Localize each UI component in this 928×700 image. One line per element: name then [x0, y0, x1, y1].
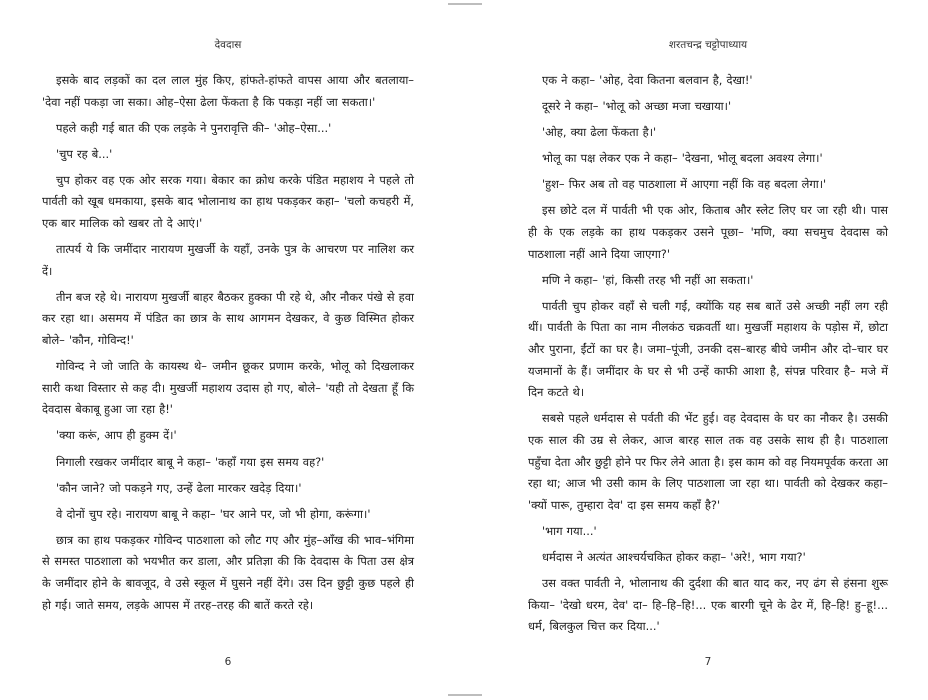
paragraph: उस वक्त पार्वती ने, भोलानाथ की दुर्दशा की बात याद कर, नए ढंग से हंसना शुरू किया– 'देखो धरम, देव' दा– हि–हि–हि!... एक बारगी चूने के ढेर में, हि–हि! हु–हू!... धर्म, बिलकुल चित्त कर दिया...': [528, 575, 888, 634]
left-body-text: [42, 70, 414, 621]
paragraph: तात्पर्य ये कि जमींदार नारायण मुखर्जी के यहाँ, उनके पुत्र के आचरण पर नालिश कर दें।: [42, 242, 414, 278]
right-body-text: [528, 70, 888, 642]
paragraph: सबसे पहले धर्मदास से पर्वती की भेंट हुई। वह देवदास के घर का नौकर है। उसकी एक साल की उम्र से लेकर, आज बारह साल तक वह उसके साथ ही है। पाठशाला पहुँचा देता और छुट्टी होने पर फिर लेने आता है। इस काम को वह नियमपूर्वक करता आ रहा था; आज भी उसी काम के लिए पाठशाला जा रहा था। पार्वती को देखकर कहा– 'क्यों पारू, तुम्हारा देव' दा इस समय कहाँ है?': [528, 411, 888, 512]
paragraph: गोविन्द ने जो जाति के कायस्थ थे– जमीन छूकर प्रणाम करके, भोलू को दिखलाकर सारी कथा विस्तार से कह दी। मुखर्जी महाशय उदास हो गए, बोले– 'यही तो देखता हूँ कि देवदास बेकाबू हुआ जा रहा है!': [42, 359, 414, 417]
paragraph: तीन बज रहे थे। नारायण मुखर्जी बाहर बैठकर हुक्का पी रहे थे, और नौकर पंखे से हवा कर रहा था। असमय में पंडित का छात्र के साथ आगमन देखकर, वे कुछ विस्मित होकर बोले– 'कौन, गोविन्द!': [42, 289, 414, 348]
paragraph: इसके बाद लड़कों का दल लाल मुंह किए, हांफते-हांफते वापस आया और बतलाया– 'देवा नहीं पकड़ा जा सका। ओह–ऐसा ढेला फेंकता है कि पकड़ा नहीं जा सकता।': [42, 73, 414, 109]
paragraph: पहले कही गई बात की एक लड़के ने पुनरावृत्ति की– 'ओह–ऐसा...': [56, 120, 332, 135]
bottom-divider: [448, 694, 482, 696]
paragraph: पार्वती चुप होकर वहाँ से चली गई, क्योंकि यह सब बातें उसे अच्छी नहीं लग रही थीं। पार्वती के पिता का नाम नीलकंठ चक्रवर्ती था। मुखर्जी महाशय के पड़ोस में, छोटा और पुराना, ईंटों का घर है। जमा–पूंजी, उनकी दस–बारह बीघे जमीन और दो–चार घर यजमानों के हैं। जमींदार के घर से भी उन्हें काफी आशा है, संपन्न परिवार है– मजे में दिन कटते थे।: [528, 298, 888, 400]
paragraph: मणि ने कहा– 'हां, किसी तरह भी नहीं आ सकता।': [542, 272, 754, 287]
page-number-right: 7: [704, 656, 712, 668]
paragraph: निगाली रखकर जमींदार बाबू ने कहा– 'कहाँ गया इस समय वह?': [56, 454, 325, 469]
paragraph: 'भाग गया...': [542, 523, 597, 538]
paragraph: 'हुश– फिर अब तो वह पाठशाला में आएगा नहीं कि वह बदला लेगा।': [542, 177, 827, 192]
paragraph: धर्मदास ने अत्यंत आश्चर्यचकित होकर कहा– 'अरे!, भाग गया?': [542, 549, 806, 564]
paragraph: एक ने कहा– 'ओह, देवा कितना बलवान है, देखा!': [542, 73, 753, 87]
page-number-left: 6: [224, 656, 232, 668]
running-head-right: शरतचन्द्र चट्टोपाध्याय: [668, 39, 748, 51]
paragraph: 'क्या करूं, आप ही हुक्म दें।': [56, 428, 177, 443]
paragraph: 'चुप रह बे...': [56, 146, 113, 161]
paragraph: दूसरे ने कहा– 'भोलू को अच्छा मजा चखाया।': [542, 99, 732, 114]
paragraph: चुप होकर वह एक ओर सरक गया। बेकार का क्रोध करके पंडित महाशय ने पहले तो पार्वती को खूब धमकाया, इसके बाद भोलानाथ का हाथ पकड़कर कहा– 'चलो कचहरी में, एक बार मालिक को खबर तो दे आएं।': [42, 172, 414, 231]
right-page: [528, 0, 888, 700]
paragraph: 'ओह, क्या ढेला फेंकता है।': [542, 125, 657, 140]
paragraph: 'कौन जाने? जो पकड़ने गए, उन्हें ढेला मारकर खदेड़ दिया।': [56, 480, 302, 495]
paragraph: वे दोनों चुप रहे। नारायण बाबू ने कहा– 'घर आने पर, जो भी होगा, करूंगा।': [56, 506, 371, 521]
running-head-left: देवदास: [214, 39, 242, 51]
paragraph: भोलू का पक्ष लेकर एक ने कहा– 'देखना, भोलू बदला अवश्य लेगा।': [542, 151, 823, 166]
left-page: [42, 0, 414, 700]
top-divider: [448, 3, 482, 5]
paragraph: इस छोटे दल में पार्वती भी एक ओर, किताब और स्लेट लिए घर जा रही थी। पास ही के एक लड़के का हाथ पकड़कर उसने पूछा– 'मणि, क्या सचमुच देवदास को पाठशाला नहीं आने दिया जाएगा?': [528, 203, 888, 261]
paragraph: छात्र का हाथ पकड़कर गोविन्द पाठशाला को लौट गए और मुंह–आँख की भाव–भंगिमा से समस्त पाठशाला को भयभीत कर डाला, और प्रतिज्ञा की कि देवदास के पिता उस क्षेत्र के जमींदार होने के बावजूद, वे उसे स्कूल में घुसने नहीं देंगे। उस दिन छुट्टी कुछ पहले ही हो गई। जाते समय, लड़के आपस में तरह–तरह की बातें करते रहे।: [42, 532, 414, 612]
